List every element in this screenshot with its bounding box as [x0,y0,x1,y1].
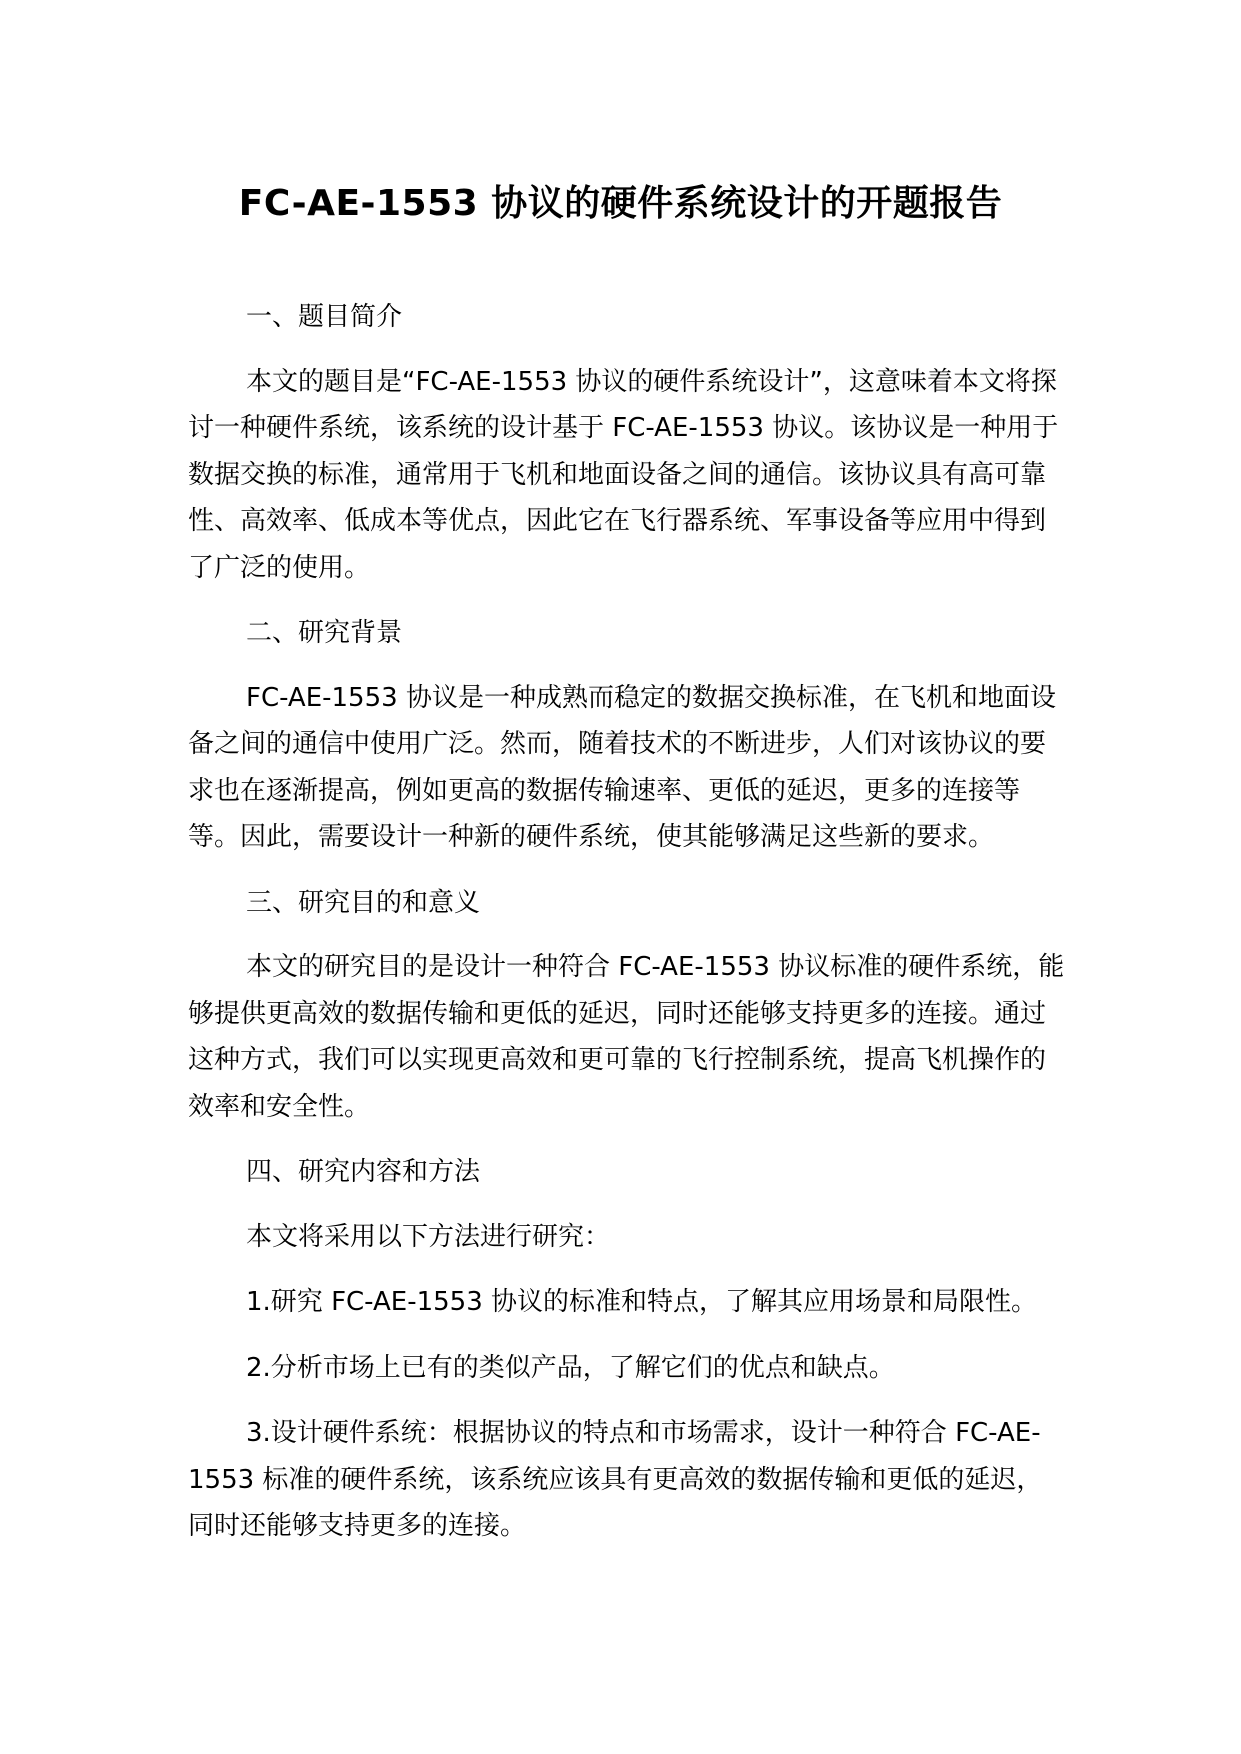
topic-intro-paragraph: 本文的题目是“FC-AE-1553 协议的硬件系统设计”，这意味着本文将探讨一种硬件系统，该系统的设计基于 FC-AE-1553 协议。该协议是一种用于数据交换的标准，通常用于飞机和地面设备之间的通信。该协议具有高可靠性、高效率、低成本等优点，因此它在飞行器系统、军事设备等应用中得到了广泛的使用。 [188,366,1059,583]
document-title: FC-AE-1553 协议的硬件系统设计的开题报告 [238,183,1003,224]
section-heading-methods: 四、研究内容和方法 [246,1157,481,1187]
background-paragraph: FC-AE-1553 协议是一种成熟而稳定的数据交换标准，在飞机和地面设备之间的通信中使用广泛。然而，随着技术的不断进步，人们对该协议的要求也在逐渐提高，例如更高的数据传输速率、更低的延迟，更多的连接等等。因此，需要设计一种新的硬件系统，使其能够满足这些新的要求。 [188,682,1056,852]
method-item-2: 2.分析市场上已有的类似产品，了解它们的优点和缺点。 [246,1352,895,1383]
section-heading-topic-intro: 一、题目简介 [246,302,403,332]
section-heading-purpose: 三、研究目的和意义 [246,887,481,918]
section-heading-background: 二、研究背景 [246,618,403,648]
purpose-paragraph: 本文的研究目的是设计一种符合 FC-AE-1553 协议标准的硬件系统，能够提供更高效的数据传输和更低的延迟，同时还能够支持更多的连接。通过这种方式，我们可以实现更高效和更可靠的飞行控制系统，提高飞机操作的效率和安全性。 [188,952,1065,1122]
method-item-1: 1.研究 FC-AE-1553 协议的标准和特点，了解其应用场景和局限性。 [246,1287,1038,1317]
document-body [188,294,1066,1569]
method-item-3: 3.设计硬件系统：根据协议的特点和市场需求，设计一种符合 FC-AE-1553 标准的硬件系统，该系统应该具有更高效的数据传输和更低的延迟，同时还能够支持更多的连接。 [188,1418,1043,1541]
methods-intro-paragraph: 本文将采用以下方法进行研究： [246,1221,611,1252]
